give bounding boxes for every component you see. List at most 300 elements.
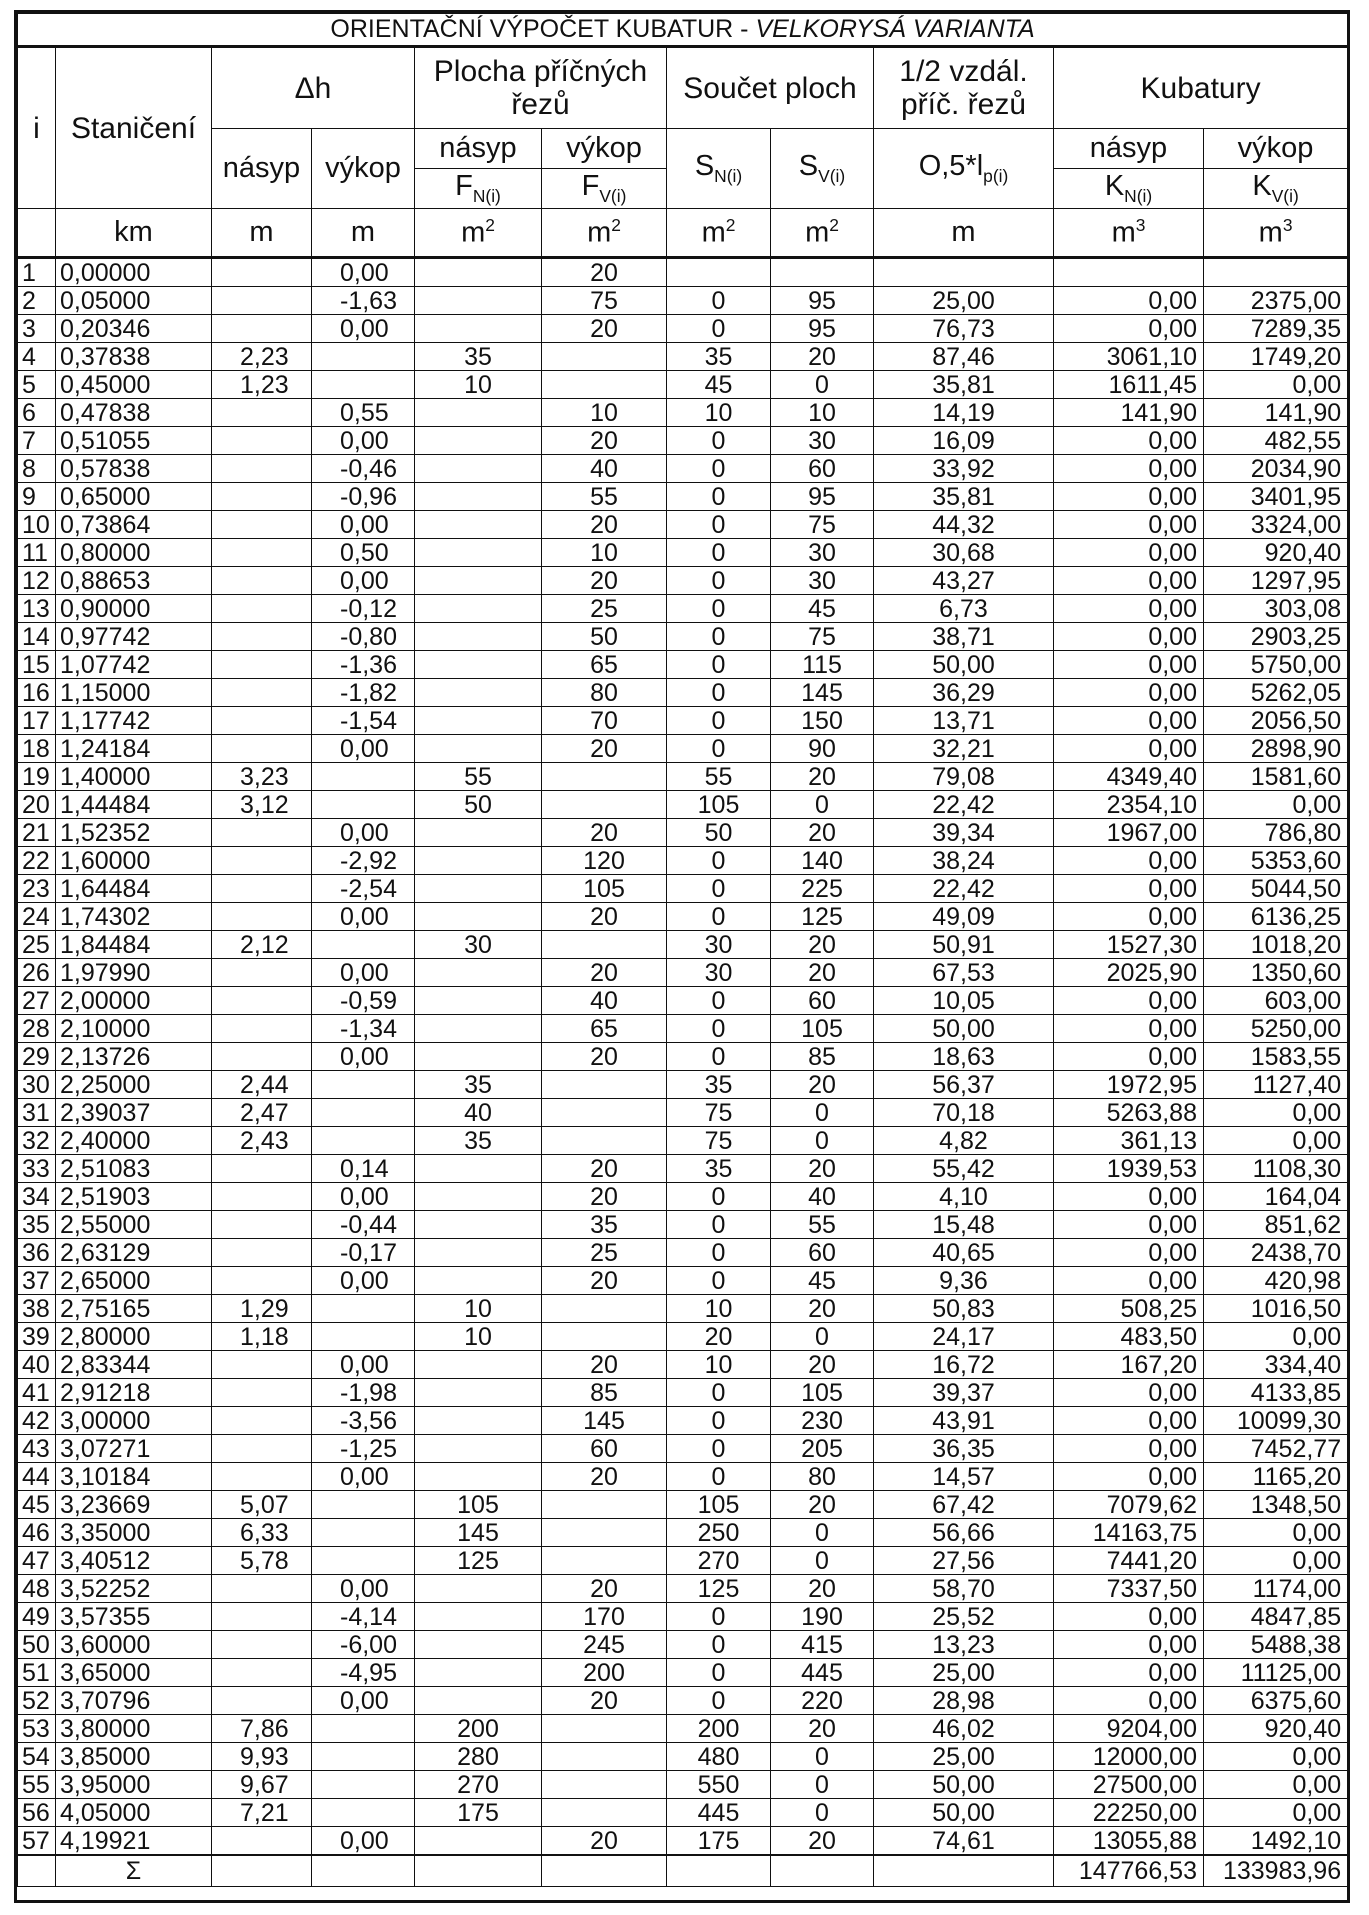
table-cell: 4,19921 xyxy=(56,1827,212,1856)
table-cell: 125 xyxy=(771,903,874,931)
table-cell: 22 xyxy=(18,847,56,875)
table-cell: 1297,95 xyxy=(1204,567,1348,595)
table-cell: 2,00000 xyxy=(56,987,212,1015)
table-cell: 56,37 xyxy=(874,1071,1054,1099)
table-cell: 3,23669 xyxy=(56,1491,212,1519)
table-cell: 95 xyxy=(771,483,874,511)
table-cell: 56,66 xyxy=(874,1519,1054,1547)
table-cell: 0,00 xyxy=(1054,903,1204,931)
table-row xyxy=(18,1547,1348,1575)
table-cell: 50 xyxy=(415,791,542,819)
table-cell xyxy=(212,1435,312,1463)
table-cell: 0,88653 xyxy=(56,567,212,595)
table-cell: 0 xyxy=(667,1407,771,1435)
table-cell: 420,98 xyxy=(1204,1267,1348,1295)
table-cell: 20 xyxy=(542,1183,667,1211)
table-row xyxy=(18,1099,1348,1127)
table-cell: -1,54 xyxy=(312,707,415,735)
table-cell: 145 xyxy=(542,1407,667,1435)
table-cell: 15 xyxy=(18,651,56,679)
table-cell xyxy=(312,1127,415,1155)
table-cell: 6,73 xyxy=(874,595,1054,623)
table-cell: 30 xyxy=(18,1071,56,1099)
table-cell: 55 xyxy=(667,763,771,791)
table-cell: 75 xyxy=(771,511,874,539)
table-cell: 50 xyxy=(18,1631,56,1659)
table-cell: 164,04 xyxy=(1204,1183,1348,1211)
table-cell xyxy=(542,1099,667,1127)
table-cell: 0 xyxy=(771,1323,874,1351)
table-cell xyxy=(212,1267,312,1295)
col-header-fn: $F_{N(i)}$ xyxy=(415,169,542,209)
table-row xyxy=(18,511,1348,539)
table-cell: 24 xyxy=(18,903,56,931)
table-cell xyxy=(312,1771,415,1799)
table-cell: 0,47838 xyxy=(56,399,212,427)
table-cell: 20 xyxy=(542,427,667,455)
table-cell xyxy=(415,539,542,567)
table-cell: 13055,88 xyxy=(1054,1827,1204,1856)
col-header-kn: $K_{N(i)}$ xyxy=(1054,169,1204,209)
table-cell: 14 xyxy=(18,623,56,651)
table-cell xyxy=(312,1295,415,1323)
table-cell: 361,13 xyxy=(1054,1127,1204,1155)
table-cell: 0 xyxy=(667,903,771,931)
table-cell: 20 xyxy=(18,791,56,819)
table-cell xyxy=(212,567,312,595)
table-cell: 11 xyxy=(18,539,56,567)
col-header-f-vykop: výkop xyxy=(542,129,667,169)
table-cell: 2903,25 xyxy=(1204,623,1348,651)
table-cell: 1018,20 xyxy=(1204,931,1348,959)
table-cell: 0 xyxy=(667,1239,771,1267)
table-cell xyxy=(312,791,415,819)
table-cell: 167,20 xyxy=(1054,1351,1204,1379)
table-cell: 20 xyxy=(542,959,667,987)
unit-6: $m^2$ xyxy=(667,209,771,258)
table-cell: 46,02 xyxy=(874,1715,1054,1743)
table-cell: 20 xyxy=(771,931,874,959)
table-cell: 20 xyxy=(542,1043,667,1071)
table-cell xyxy=(212,1183,312,1211)
table-cell xyxy=(212,455,312,483)
table-cell: 12 xyxy=(18,567,56,595)
table-cell: 41 xyxy=(18,1379,56,1407)
col-header-stanice: Staničení xyxy=(56,47,212,209)
table-cell: 851,62 xyxy=(1204,1211,1348,1239)
table-cell xyxy=(415,1603,542,1631)
table-cell xyxy=(312,343,415,371)
table-cell: 51 xyxy=(18,1659,56,1687)
table-cell: 79,08 xyxy=(874,763,1054,791)
table-cell: 3,57355 xyxy=(56,1603,212,1631)
table-cell: 303,08 xyxy=(1204,595,1348,623)
table-cell: 3,07271 xyxy=(56,1435,212,1463)
table-cell: 30 xyxy=(771,427,874,455)
table-cell: 0,00 xyxy=(1054,483,1204,511)
unit-7: $m^2$ xyxy=(771,209,874,258)
table-cell: 0 xyxy=(667,1631,771,1659)
table-cell: 0,14 xyxy=(312,1155,415,1183)
table-cell xyxy=(212,1351,312,1379)
table-cell: 1,15000 xyxy=(56,679,212,707)
table-cell: -1,98 xyxy=(312,1379,415,1407)
table-cell: 0,00 xyxy=(1054,1043,1204,1071)
col-header-sn: $S_{N(i)}$ xyxy=(667,129,771,209)
table-cell xyxy=(212,511,312,539)
table-cell: 10,05 xyxy=(874,987,1054,1015)
table-cell: 2,25000 xyxy=(56,1071,212,1099)
table-cell xyxy=(212,1211,312,1239)
table-cell: 49 xyxy=(18,1603,56,1631)
table-cell: 76,73 xyxy=(874,315,1054,343)
table-cell xyxy=(212,1827,312,1856)
table-cell: 0,00 xyxy=(1054,455,1204,483)
table-cell: 0,00 xyxy=(312,315,415,343)
table-cell xyxy=(212,1407,312,1435)
table-cell: 0 xyxy=(667,707,771,735)
table-row xyxy=(18,679,1348,707)
table-cell xyxy=(212,1239,312,1267)
table-cell: 0,00 xyxy=(1054,1631,1204,1659)
table-cell xyxy=(415,1435,542,1463)
table-cell: 30 xyxy=(667,931,771,959)
table-cell: 57 xyxy=(18,1827,56,1856)
col-header-dh: Δh xyxy=(212,47,415,129)
table-cell: 65 xyxy=(542,651,667,679)
table-cell: 35 xyxy=(415,343,542,371)
table-cell: 2,55000 xyxy=(56,1211,212,1239)
table-cell: 85 xyxy=(542,1379,667,1407)
table-cell xyxy=(212,679,312,707)
table-cell: 225 xyxy=(771,875,874,903)
table-title: ORIENTAČNÍ VÝPOČET KUBATUR - VELKORYSÁ VARIANTA xyxy=(18,14,1348,47)
table-cell: 0 xyxy=(667,679,771,707)
table-cell: 34 xyxy=(18,1183,56,1211)
table-row xyxy=(18,875,1348,903)
table-cell: 415 xyxy=(771,1631,874,1659)
table-cell: 10 xyxy=(415,1323,542,1351)
table-cell: 50,83 xyxy=(874,1295,1054,1323)
table-cell: 0,00 xyxy=(1054,1379,1204,1407)
table-cell: -0,80 xyxy=(312,623,415,651)
table-cell: 20 xyxy=(771,819,874,847)
table-cell: 141,90 xyxy=(1204,399,1348,427)
table-cell: 55 xyxy=(415,763,542,791)
table-cell: 0,00 xyxy=(1204,1127,1348,1155)
table-cell: 85 xyxy=(771,1043,874,1071)
table-cell: 4,10 xyxy=(874,1183,1054,1211)
table-cell: 280 xyxy=(415,1743,542,1771)
table-row xyxy=(18,399,1348,427)
table-cell: 38,24 xyxy=(874,847,1054,875)
table-cell: 20 xyxy=(542,1687,667,1715)
table-cell: 1127,40 xyxy=(1204,1071,1348,1099)
table-cell: 5250,00 xyxy=(1204,1015,1348,1043)
table-cell: 550 xyxy=(667,1771,771,1799)
table-cell: 0,00 xyxy=(1204,1099,1348,1127)
table-cell: 0 xyxy=(771,1547,874,1575)
table-cell: 9,93 xyxy=(212,1743,312,1771)
table-cell: 2,43 xyxy=(212,1127,312,1155)
table-cell: 2,91218 xyxy=(56,1379,212,1407)
sum-symbol: Σ xyxy=(56,1855,212,1887)
table-cell: 2,80000 xyxy=(56,1323,212,1351)
table-cell: 20 xyxy=(771,1155,874,1183)
table-cell: 0,00 xyxy=(1054,651,1204,679)
table-cell: 23 xyxy=(18,875,56,903)
table-cell: 1,64484 xyxy=(56,875,212,903)
table-cell xyxy=(1054,258,1204,287)
table-cell: 0,00 xyxy=(1054,1463,1204,1491)
table-cell: 1,84484 xyxy=(56,931,212,959)
table-cell xyxy=(212,875,312,903)
table-cell: 445 xyxy=(771,1659,874,1687)
table-cell: 10 xyxy=(667,1351,771,1379)
table-row xyxy=(18,1351,1348,1379)
table-cell: 20 xyxy=(771,1071,874,1099)
table-cell: 11125,00 xyxy=(1204,1659,1348,1687)
table-cell: 0,00 xyxy=(312,735,415,763)
table-cell: 55 xyxy=(771,1211,874,1239)
table-cell: 20 xyxy=(771,1715,874,1743)
table-cell: 75 xyxy=(667,1099,771,1127)
table-cell xyxy=(415,258,542,287)
table-cell: 1,17742 xyxy=(56,707,212,735)
table-cell xyxy=(542,1519,667,1547)
table-cell: 46 xyxy=(18,1519,56,1547)
table-cell: 0 xyxy=(667,1435,771,1463)
table-cell: 40 xyxy=(542,987,667,1015)
table-cell: 60 xyxy=(542,1435,667,1463)
table-cell: 1 xyxy=(18,258,56,287)
table-cell: 20 xyxy=(542,1267,667,1295)
table-cell: 0 xyxy=(667,1659,771,1687)
table-cell: 14,57 xyxy=(874,1463,1054,1491)
table-cell: 12000,00 xyxy=(1054,1743,1204,1771)
table-cell: 75 xyxy=(667,1127,771,1155)
table-cell: 0 xyxy=(771,1799,874,1827)
table-cell: 141,90 xyxy=(1054,399,1204,427)
table-cell: 32,21 xyxy=(874,735,1054,763)
table-cell: 16,72 xyxy=(874,1351,1054,1379)
table-cell xyxy=(542,1743,667,1771)
table-row xyxy=(18,343,1348,371)
table-cell: 0,00 xyxy=(1054,315,1204,343)
table-cell xyxy=(415,903,542,931)
table-row xyxy=(18,1183,1348,1211)
table-cell xyxy=(415,987,542,1015)
table-cell xyxy=(415,1155,542,1183)
table-cell: 50,00 xyxy=(874,1771,1054,1799)
table-cell: 47 xyxy=(18,1547,56,1575)
table-cell: 13,71 xyxy=(874,707,1054,735)
table-row xyxy=(18,1239,1348,1267)
table-cell xyxy=(312,1491,415,1519)
table-cell xyxy=(312,1743,415,1771)
table-cell: 20 xyxy=(542,1463,667,1491)
table-cell: 0,00 xyxy=(312,1575,415,1603)
table-row xyxy=(18,1687,1348,1715)
table-cell: 1,44484 xyxy=(56,791,212,819)
table-cell: 7337,50 xyxy=(1054,1575,1204,1603)
table-cell: 27500,00 xyxy=(1054,1771,1204,1799)
table-cell: 44,32 xyxy=(874,511,1054,539)
table-cell: 0 xyxy=(667,875,771,903)
table-cell: 75 xyxy=(542,287,667,315)
table-row xyxy=(18,1827,1348,1856)
table-cell: 1527,30 xyxy=(1054,931,1204,959)
table-cell xyxy=(212,539,312,567)
table-cell: 65 xyxy=(542,1015,667,1043)
table-cell: 22,42 xyxy=(874,791,1054,819)
table-cell xyxy=(312,1799,415,1827)
table-row xyxy=(18,1127,1348,1155)
table-cell: 20 xyxy=(771,959,874,987)
table-row xyxy=(18,567,1348,595)
table-cell: 5353,60 xyxy=(1204,847,1348,875)
table-cell xyxy=(415,735,542,763)
table-cell: 1972,95 xyxy=(1054,1071,1204,1099)
table-cell: 35 xyxy=(18,1211,56,1239)
table-cell: 21 xyxy=(18,819,56,847)
table-cell xyxy=(415,1463,542,1491)
table-cell: 0 xyxy=(667,427,771,455)
table-row xyxy=(18,1407,1348,1435)
col-header-soucet: Součet ploch xyxy=(667,47,874,129)
table-cell: 20 xyxy=(771,1575,874,1603)
table-cell xyxy=(415,1631,542,1659)
table-cell: 9 xyxy=(18,483,56,511)
table-cell: -0,17 xyxy=(312,1239,415,1267)
table-cell: 40 xyxy=(542,455,667,483)
table-cell: 4349,40 xyxy=(1054,763,1204,791)
table-cell: 0,00 xyxy=(1054,287,1204,315)
table-cell: 2,63129 xyxy=(56,1239,212,1267)
col-header-kubatury: Kubatury xyxy=(1054,47,1348,129)
table-cell: 42 xyxy=(18,1407,56,1435)
table-cell: 50 xyxy=(542,623,667,651)
table-body xyxy=(18,258,1348,1856)
sum-row xyxy=(18,1855,1348,1887)
table-cell: 20 xyxy=(771,763,874,791)
table-cell: 1165,20 xyxy=(1204,1463,1348,1491)
table-cell xyxy=(212,1603,312,1631)
table-cell xyxy=(212,1575,312,1603)
table-cell: 920,40 xyxy=(1204,539,1348,567)
table-cell: 0 xyxy=(667,539,771,567)
table-cell: 0 xyxy=(667,483,771,511)
table-row xyxy=(18,539,1348,567)
table-cell: 3,00000 xyxy=(56,1407,212,1435)
table-cell: 0,00 xyxy=(1054,567,1204,595)
table-cell: -3,56 xyxy=(312,1407,415,1435)
table-cell: 22250,00 xyxy=(1054,1799,1204,1827)
table-cell: 60 xyxy=(771,455,874,483)
table-cell xyxy=(212,819,312,847)
table-cell xyxy=(212,287,312,315)
table-cell: 105 xyxy=(771,1379,874,1407)
table-cell xyxy=(212,595,312,623)
table-cell: 16 xyxy=(18,679,56,707)
table-cell: 39 xyxy=(18,1323,56,1351)
table-cell: 7,86 xyxy=(212,1715,312,1743)
table-cell: 0,00 xyxy=(312,511,415,539)
table-cell: 43,27 xyxy=(874,567,1054,595)
table-cell xyxy=(542,791,667,819)
table-cell: 0,00 xyxy=(1204,1519,1348,1547)
table-cell: 0 xyxy=(667,623,771,651)
table-cell xyxy=(415,511,542,539)
table-cell: 3,52252 xyxy=(56,1575,212,1603)
table-cell: 45 xyxy=(771,595,874,623)
table-cell xyxy=(542,1771,667,1799)
table-cell: -1,25 xyxy=(312,1435,415,1463)
table-cell: 3 xyxy=(18,315,56,343)
table-row xyxy=(18,707,1348,735)
table-cell xyxy=(212,1015,312,1043)
table-cell: 27,56 xyxy=(874,1547,1054,1575)
table-cell: 70,18 xyxy=(874,1099,1054,1127)
table-cell xyxy=(312,931,415,959)
table-cell: 52 xyxy=(18,1687,56,1715)
table-cell: 3,95000 xyxy=(56,1771,212,1799)
table-cell: 0 xyxy=(667,987,771,1015)
table-cell: 24,17 xyxy=(874,1323,1054,1351)
table-cell: 74,61 xyxy=(874,1827,1054,1856)
table-cell: 40 xyxy=(771,1183,874,1211)
table-cell xyxy=(415,315,542,343)
table-cell: 0,00 xyxy=(312,959,415,987)
table-cell: 30,68 xyxy=(874,539,1054,567)
table-cell: 245 xyxy=(542,1631,667,1659)
table-cell: 95 xyxy=(771,315,874,343)
table-row xyxy=(18,455,1348,483)
table-cell: 0,00 xyxy=(1204,1799,1348,1827)
table-cell: 43,91 xyxy=(874,1407,1054,1435)
table-cell: 20 xyxy=(542,1155,667,1183)
table-cell: 58,70 xyxy=(874,1575,1054,1603)
table-cell: 25 xyxy=(18,931,56,959)
table-row xyxy=(18,258,1348,287)
table-cell: 18,63 xyxy=(874,1043,1054,1071)
table-cell: 87,46 xyxy=(874,343,1054,371)
table-cell: 2,83344 xyxy=(56,1351,212,1379)
table-cell: 0 xyxy=(667,1015,771,1043)
table-cell: 50 xyxy=(667,819,771,847)
table-row xyxy=(18,1323,1348,1351)
table-cell: 8 xyxy=(18,455,56,483)
table-cell: 0 xyxy=(771,371,874,399)
table-cell xyxy=(212,735,312,763)
table-cell: 53 xyxy=(18,1715,56,1743)
table-cell xyxy=(542,343,667,371)
table-cell: 508,25 xyxy=(1054,1295,1204,1323)
table-cell: 27 xyxy=(18,987,56,1015)
table-cell: 0,00 xyxy=(312,1351,415,1379)
table-row xyxy=(18,623,1348,651)
table-cell: 1749,20 xyxy=(1204,343,1348,371)
table-cell: -1,63 xyxy=(312,287,415,315)
table-row xyxy=(18,959,1348,987)
table-cell xyxy=(542,1547,667,1575)
col-header-k-nasyp: násyp xyxy=(1054,129,1204,169)
table-row xyxy=(18,1491,1348,1519)
table-cell: 125 xyxy=(667,1575,771,1603)
table-cell: 0,00 xyxy=(1054,1211,1204,1239)
table-row xyxy=(18,1463,1348,1491)
table-cell: 4,05000 xyxy=(56,1799,212,1827)
